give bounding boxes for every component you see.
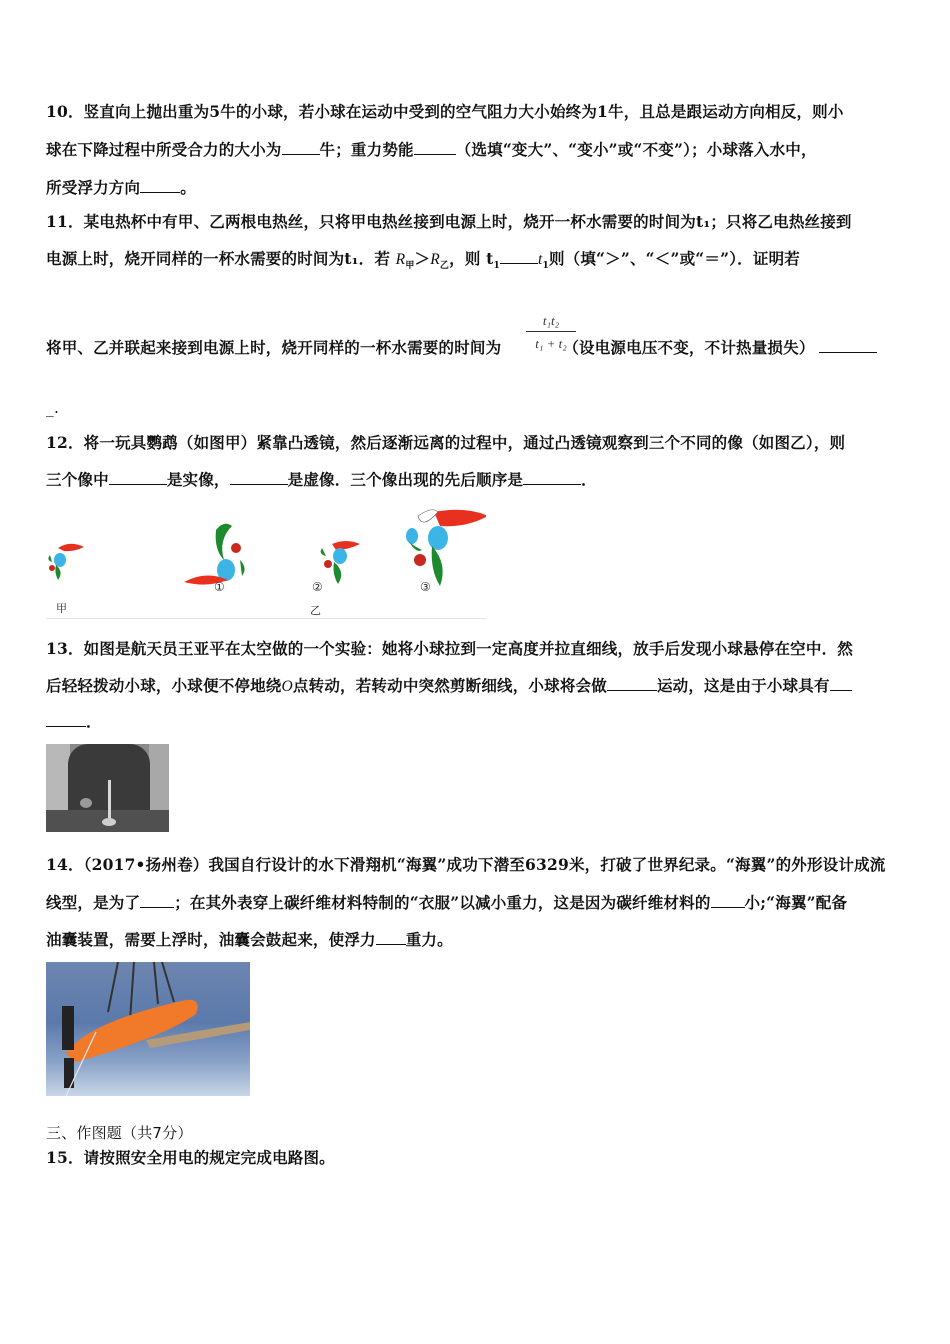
q11-text: ，则 t — [449, 249, 494, 268]
q10-text: （选填“变大”、“变小”或“不变”）；小球落入水中， — [455, 140, 817, 159]
q14-line1: 14．（2017•扬州卷）我国自行设计的水下滑翔机“海翼”成功下潜至6329米，打破了世界纪录。“海翼”的外形设计成流 — [46, 855, 886, 874]
q11-t-sub: 1 — [542, 261, 549, 272]
q13-blank-2[interactable] — [830, 676, 852, 691]
parrot-images — [46, 500, 486, 618]
q11-formula-denominator: t₁ + t₂ — [535, 336, 567, 351]
q10-text: 球在下降过程中所受合力的大小为 — [46, 140, 282, 159]
q14-text: ；在其外表穿上碳纤维材料特制的“衣服”以减小重力，这是因为碳纤维材料的 — [174, 893, 711, 912]
q12-text: 是实像， — [166, 470, 230, 489]
q10-line3 — [46, 178, 196, 198]
q14-blank-3[interactable] — [376, 930, 406, 945]
parrot-3 — [406, 510, 486, 586]
q10-line1: 10．竖直向上抛出重为5牛的小球，若小球在运动中受到的空气阻力大小始终为1牛，且总是跟运动方向相反，则小 — [46, 102, 844, 121]
q11-r-sub: 乙 — [439, 261, 450, 272]
q11-line2 — [46, 249, 800, 276]
q11-text: 则（填“＞”、“＜”或“＝”）．证明若 — [548, 249, 800, 268]
parrot-a — [48, 544, 84, 580]
q14-glider-photo — [46, 962, 250, 1096]
q10-line2 — [46, 140, 817, 160]
q14-blank-1[interactable] — [140, 893, 174, 908]
q13-astronaut-photo — [46, 744, 169, 832]
figure-label-jia: 甲 — [56, 602, 67, 615]
q12-parrot-figure — [46, 500, 486, 619]
q12-blank-2[interactable] — [230, 470, 288, 485]
q12-line2 — [46, 470, 597, 490]
q12-text: 是虚像．三个像出现的先后顺序是 — [287, 470, 524, 489]
q14-blank-2[interactable] — [711, 893, 745, 908]
q15-line1: 15．请按照安全用电的规定完成电路图。 — [46, 1148, 335, 1167]
q13-text: ． — [86, 712, 102, 731]
q14-text: 重力。 — [405, 930, 453, 949]
q13-blank-2-cont[interactable] — [46, 712, 86, 727]
glider-illustration — [46, 962, 250, 1096]
q12-text: 三个像中 — [46, 470, 109, 489]
q11-t-sub: 1 — [493, 261, 500, 272]
q10-text: 所受浮力方向 — [46, 178, 141, 197]
q14-text: 小;“海翼”配备 — [744, 893, 848, 912]
q11-r-symbol: R — [430, 251, 440, 268]
image-mark-1: ① — [214, 580, 225, 594]
q10-blank-3[interactable] — [140, 178, 180, 193]
q11-text: 电源上时，烧开同样的一杯水需要的时间为t₁．若 — [46, 249, 391, 268]
q13-o-point: O — [281, 678, 293, 695]
q13-text: 点转动，若转动中突然剪断细线，小球将会做 — [292, 676, 607, 695]
q11-r-symbol: R — [395, 251, 406, 268]
q11-t-symbol: t — [537, 251, 543, 268]
q12-blank-1[interactable] — [109, 470, 167, 485]
q10-blank-1[interactable] — [282, 140, 320, 155]
q11-r-sub: 甲 — [405, 261, 415, 272]
q11-gt: ＞ — [414, 249, 431, 268]
q14-line2 — [46, 893, 847, 913]
q11-line4: _. — [46, 399, 60, 417]
q13-text: 运动，这是由于小球具有 — [656, 676, 830, 695]
q11-blank-2[interactable] — [819, 338, 877, 353]
q14-text: 线型，是为了 — [46, 893, 141, 912]
q12-blank-3[interactable] — [523, 470, 581, 485]
q13-text: 后轻轻拨动小球，小球便不停地绕 — [46, 676, 282, 695]
q11-blank-1[interactable] — [500, 249, 538, 264]
section-3-title: 三、作图题（共7分） — [46, 1124, 193, 1142]
q11-line3 — [46, 338, 877, 358]
q12-text: ． — [581, 470, 597, 489]
q12-line1: 12．将一玩具鹦鹉（如图甲）紧靠凸透镜，然后逐渐远离的过程中，通过凸透镜观察到三个不同的像（如图乙），则 — [46, 433, 846, 452]
q11-formula-numerator: t₁t₂ — [526, 313, 576, 332]
image-mark-2: ② — [312, 580, 323, 594]
image-mark-3: ③ — [420, 580, 431, 594]
q10-text: 。 — [180, 178, 196, 197]
q10-blank-2[interactable] — [414, 140, 456, 155]
q14-text: 油囊装置，需要上浮时，油囊会鼓起来，使浮力 — [46, 930, 376, 949]
q10-text: 牛；重力势能 — [319, 140, 414, 159]
q13-line3 — [46, 712, 102, 732]
parrot-1 — [184, 524, 245, 585]
q13-line1: 13．如图是航天员王亚平在太空做的一个实验：她将小球拉到一定高度并拉直细线，放手后发现小球悬停在空中．然 — [46, 639, 853, 658]
q13-blank-1[interactable] — [607, 676, 657, 691]
q11-text: （设电源电压不变，不计热量损失） — [563, 338, 815, 357]
parrot-2 — [321, 541, 360, 584]
q13-line2 — [46, 676, 852, 697]
q14-line3 — [46, 930, 453, 950]
q11-text: 将甲、乙并联起来接到电源上时，烧开同样的一杯水需要的时间为 — [46, 338, 502, 357]
figure-label-yi: 乙 — [310, 604, 321, 617]
q11-line1: 11．某电热杯中有甲、乙两根电热丝，只将甲电热丝接到电源上时，烧开一杯水需要的时间为t₁；只将乙电热丝接到 — [46, 212, 852, 231]
